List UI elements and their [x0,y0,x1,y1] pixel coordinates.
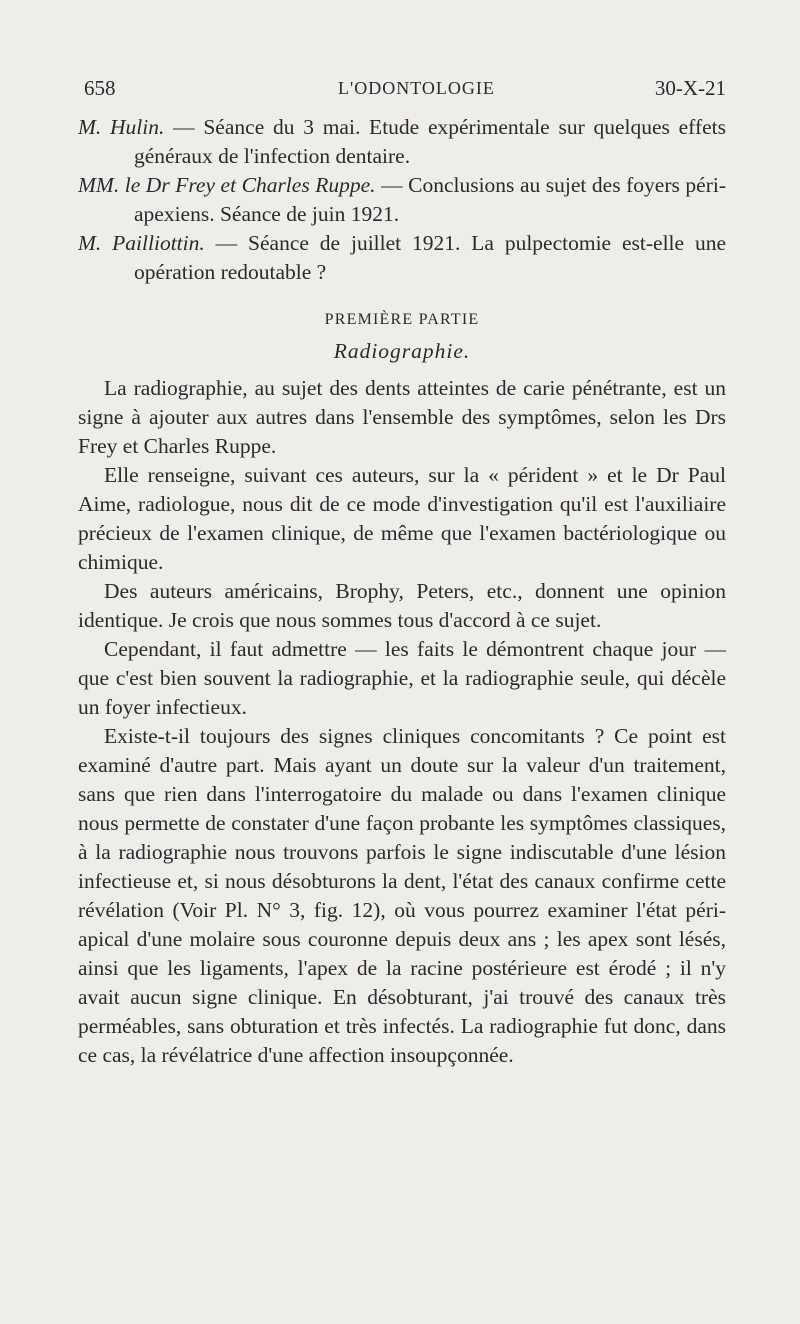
reference-text: — Séance du 3 mai. Etude expérimentale sur quelques effets généraux de l'infection dentaire. [134,115,726,168]
issue-date: 30-X-21 [654,76,726,100]
reference-author: M. Pailliottin. [78,231,205,255]
paragraph: Cependant, il faut admettre — les faits le démontrent chaque jour — que c'est bien souvent la radiographie, et la radiographie seule, qui décèle un foyer infectieux. [78,637,726,719]
paragraph: Existe-t-il toujours des signes cliniques concomitants ? Ce point est examiné d'autre part. Mais ayant un doute sur la valeur d'un traitement, sans que rien dans l'interrogatoire du malade ou dans l'examen clinique nous permette de constater d'une façon probante les symptômes classiques, à la radiographie nous trouvons parfois le signe indiscutable d'une lésion infectieuse et, si nous désobturons la dent, l'état des canaux confirme cette révélation (Voir Pl. N° 3, fig. 12), où vous pourrez examiner l'état péri-apical d'une molaire sous couronne depuis deux ans ; les apex sont lésés, ainsi que les ligaments, l'apex de la racine postérieure est érodé ; il n'y avait aucun signe clinique. En désobturant, j'ai trouvé des canaux très perméables, sans obturation et très infectés. La radiographie fut donc, dans ce cas, la révélatrice d'une affection insoupçonnée. [78,724,726,1067]
reference-text: — Séance de juillet 1921. La pulpectomie est-elle une opération redoutable ? [134,231,726,284]
reference-text: — Conclusions au sujet des foyers péri-apexiens. Séance de juin 1921. [134,173,726,226]
running-title: L'ODONTOLOGIE [338,78,495,98]
reference-entry [78,171,726,229]
section-subheading: Radiographie. [333,339,471,363]
paragraph: La radiographie, au sujet des dents atteintes de carie pénétrante, est un signe à ajouter aux autres dans l'ensemble des symptômes, selon les Drs Frey et Charles Ruppe. [78,376,726,458]
reference-author: MM. le Dr Frey et Charles Ruppe. [78,173,376,197]
paragraph: Elle renseigne, suivant ces auteurs, sur la « pérident » et le Dr Paul Aime, radiologue, nous dit de ce mode d'investigation qu'il est l'auxiliaire précieux de l'examen clinique, de même que l'examen bactériologique ou chimique. [78,463,726,574]
body-text [78,113,726,1070]
reference-entry [78,113,726,171]
reference-author: M. Hulin. [78,115,165,139]
reference-entry [78,229,726,287]
section-heading: PREMIÈRE PARTIE [324,311,480,328]
page-number: 658 [84,76,116,100]
running-header [84,76,726,106]
paragraph: Des auteurs américains, Brophy, Peters, etc., donnent une opinion identique. Je crois que nous sommes tous d'accord à ce sujet. [78,579,726,632]
